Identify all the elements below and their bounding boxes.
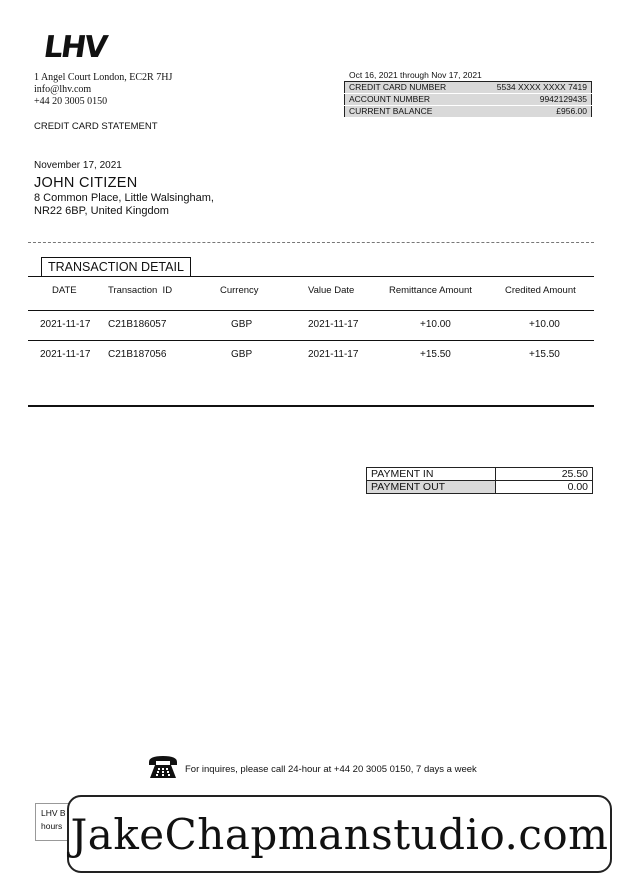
column-header-credited-amount: Credited Amount — [505, 285, 576, 296]
column-header-currency: Currency — [220, 285, 259, 296]
bank-email: info@lhv.com — [34, 84, 92, 95]
payment-row-out — [367, 481, 593, 494]
cell-value-date: 2021-11-17 — [308, 349, 359, 360]
footer-note-line2: hours — [41, 821, 63, 831]
inquiry-text: For inquires, please call 24-hour at +44 20 3005 0150, 7 days a week — [185, 764, 477, 775]
cell-date: 2021-11-17 — [40, 349, 91, 360]
cell-value-date: 2021-11-17 — [308, 319, 359, 330]
payment-row-in — [367, 468, 593, 481]
column-header-date: DATE — [52, 285, 77, 296]
column-header-value-date: Value Date — [308, 285, 355, 296]
customer-address-line1: 8 Common Place, Little Walsingham, — [34, 192, 214, 204]
cell-currency: GBP — [231, 349, 253, 360]
summary-label: CURRENT BALANCE — [345, 106, 473, 118]
cell-currency: GBP — [231, 319, 253, 330]
customer-name: JOHN CITIZEN — [34, 175, 138, 191]
summary-label: CREDIT CARD NUMBER — [345, 82, 473, 94]
customer-address — [34, 192, 214, 218]
bank-address-line: 1 Angel Court London, EC2R 7HJ — [34, 72, 173, 83]
cell-credited-amount: +15.50 — [529, 349, 560, 360]
summary-value: 9942129435 — [472, 94, 591, 106]
summary-row-current-balance — [345, 106, 592, 118]
statement-period: Oct 16, 2021 through Nov 17, 2021 — [349, 70, 482, 80]
section-divider — [28, 242, 594, 243]
table-row-rule — [28, 310, 594, 311]
watermark-banner: JakeChapmanstudio.com — [67, 795, 612, 873]
cell-transaction-id: C21B187056 — [108, 349, 167, 360]
account-summary-table — [344, 81, 592, 118]
table-row-rule — [28, 340, 594, 341]
statement-date: November 17, 2021 — [34, 160, 122, 171]
payment-value: 25.50 — [496, 468, 593, 481]
column-header-remittance-amount: Remittance Amount — [389, 285, 472, 296]
bank-logo: LHV — [41, 30, 108, 65]
summary-row-account-number — [345, 94, 592, 106]
bank-address-block — [34, 72, 172, 108]
telephone-icon — [147, 754, 179, 780]
column-header-transaction-id: Transaction ID — [108, 285, 173, 296]
payment-label: PAYMENT IN — [367, 468, 496, 481]
customer-address-line2: NR22 6BP, United Kingdom — [34, 205, 169, 217]
summary-row-card-number — [345, 82, 592, 94]
transaction-detail-title: TRANSACTION DETAIL — [41, 257, 191, 277]
summary-label: ACCOUNT NUMBER — [345, 94, 473, 106]
cell-transaction-id: C21B186057 — [108, 319, 167, 330]
cell-date: 2021-11-17 — [40, 319, 91, 330]
payment-summary-table — [366, 467, 593, 494]
table-bottom-rule — [28, 405, 594, 407]
statement-type-label: CREDIT CARD STATEMENT — [34, 121, 158, 132]
payment-label: PAYMENT OUT — [367, 481, 496, 494]
summary-value: £956.00 — [472, 106, 591, 118]
summary-value: 5534 XXXX XXXX 7419 — [472, 82, 591, 94]
cell-remittance-amount: +15.50 — [420, 349, 451, 360]
payment-value: 0.00 — [496, 481, 593, 494]
footer-note-line1: LHV B — [41, 808, 66, 818]
cell-credited-amount: +10.00 — [529, 319, 560, 330]
cell-remittance-amount: +10.00 — [420, 319, 451, 330]
bank-phone: +44 20 3005 0150 — [34, 96, 108, 107]
